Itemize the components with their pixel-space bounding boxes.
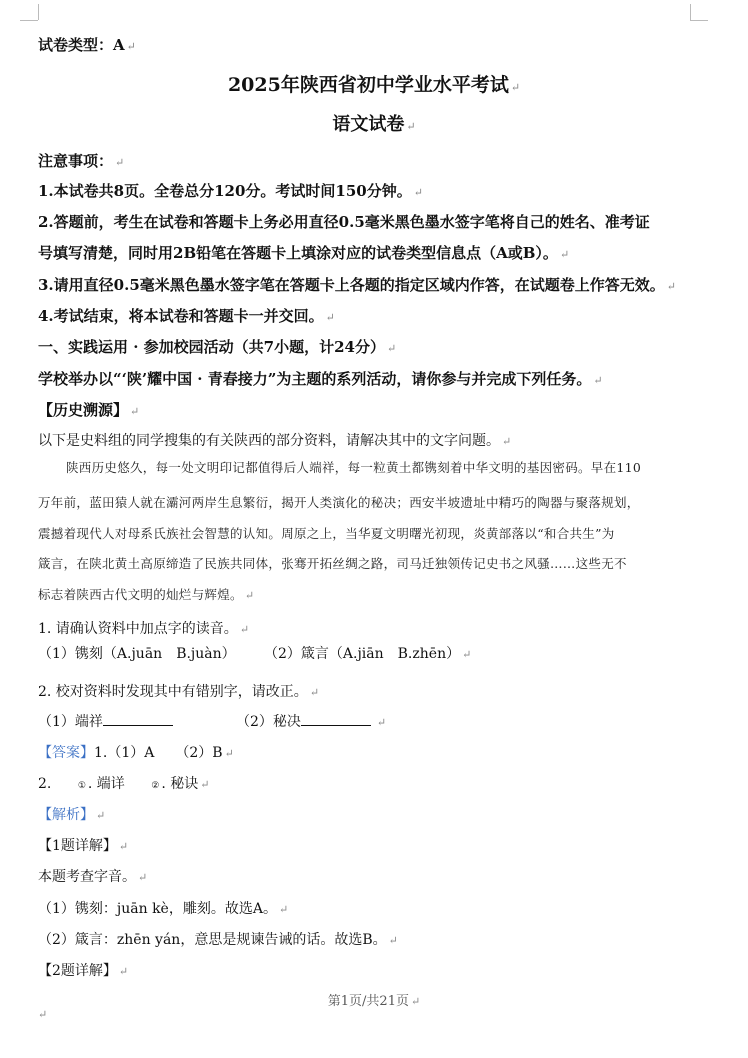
detail-1-b: （2）箴言：zhēn yán，意思是规谏告诫的话。故选B。 ↵ bbox=[38, 932, 398, 948]
detail-1-intro: 本题考查字音。 ↵ bbox=[38, 869, 148, 885]
section-heading: 一、实践运用 · 参加校园活动（共7小题，计24分） ↵ bbox=[38, 338, 397, 356]
answer-blank bbox=[301, 713, 371, 726]
passage-line: 标志着陕西古代文明的灿烂与辉煌。 ↵ bbox=[38, 587, 255, 602]
detail-1-a: （1）镌刻：juān kè，雕刻。故选A。 ↵ bbox=[38, 901, 289, 917]
question-2: 2. 校对资料时发现其中有错别字，请改正。 ↵ bbox=[38, 684, 320, 700]
crop-mark-right-h bbox=[690, 20, 708, 21]
notice-item: 3.请用直径0.5毫米黑色墨水签字笔在答题卡上各题的指定区域内作答，在试题卷上作答无效。 ↵ bbox=[38, 276, 676, 294]
question-1-option: （2）箴言（A.jiān B.zhēn） ↵ bbox=[264, 646, 472, 662]
answer-line-2: 2. ① . 端详 ② . 秘诀 ↵ bbox=[38, 776, 210, 792]
question-2-option: （2）秘决 ↵ bbox=[236, 714, 387, 730]
page-footer: 第1页/共21页 ↵ bbox=[327, 994, 421, 1009]
exam-subtitle: 语文试卷 ↵ bbox=[332, 114, 416, 135]
answer-line: 【答案】1.（1）A （2）B ↵ bbox=[38, 745, 234, 761]
answer-blank bbox=[103, 713, 173, 726]
detail-2-heading: 【2题详解】 ↵ bbox=[38, 963, 129, 979]
question-2-option: （1）端祥 bbox=[38, 711, 177, 731]
sub-heading: 【历史溯源】 ↵ bbox=[38, 401, 140, 419]
crop-mark-left bbox=[38, 4, 39, 20]
notice-heading: 注意事项： ↵ bbox=[38, 152, 125, 170]
crop-mark-left-h bbox=[20, 20, 38, 21]
question-1: 1. 请确认资料中加点字的读音。 ↵ bbox=[38, 621, 250, 637]
detail-1-heading: 【1题详解】 ↵ bbox=[38, 838, 129, 854]
notice-item: 号填写清楚，同时用2B铅笔在答题卡上填涂对应的试卷类型信息点（A或B）。 ↵ bbox=[38, 244, 570, 262]
task-intro: 以下是史料组的同学搜集的有关陕西的部分资料，请解决其中的文字问题。 ↵ bbox=[38, 433, 512, 449]
end-mark: ↵ bbox=[38, 1008, 48, 1021]
answer-label: 【答案】 bbox=[38, 745, 94, 761]
question-1-option: （1）镌刻（A.juān B.juàn） bbox=[38, 646, 236, 662]
passage-line: 万年前，蓝田猿人就在灞河两岸生息繁衍，揭开人类演化的秘决；西安半坡遗址中精巧的陶器与聚落规划， bbox=[38, 495, 640, 510]
passage-line: 陕西历史悠久，每一处文明印记都值得后人端祥，每一粒黄土都镌刻着中华文明的基因密码。早在110 bbox=[66, 460, 642, 475]
notice-item: 1.本试卷共8页。全卷总分120分。考试时间150分钟。 ↵ bbox=[38, 182, 423, 200]
notice-item: 4.考试结束，将本试卷和答题卡一并交回。 ↵ bbox=[38, 307, 335, 325]
analysis-label: 【解析】 ↵ bbox=[38, 807, 106, 823]
exam-type: 试卷类型：A ↵ bbox=[38, 36, 136, 54]
crop-mark-right bbox=[690, 4, 691, 20]
passage-line: 震撼着现代人对母系氏族社会智慧的认知。周原之上，当华夏文明曙光初现，炎黄部落以“和合共生”为 bbox=[38, 526, 615, 541]
notice-item: 2.答题前，考生在试卷和答题卡上务必用直径0.5毫米黑色墨水签字笔将自己的姓名、准考证 bbox=[38, 213, 650, 231]
passage-line: 箴言，在陕北黄土高原缔造了民族共同体，张骞开拓丝绸之路，司马迁独领传记史书之风骚……这些无不 bbox=[38, 556, 627, 571]
exam-title: 2025年陕西省初中学业水平考试 ↵ bbox=[227, 74, 521, 96]
section-intro: 学校举办以“‘陕’耀中国 · 青春接力”为主题的系列活动，请你参与并完成下列任务。 ↵ bbox=[38, 370, 603, 388]
